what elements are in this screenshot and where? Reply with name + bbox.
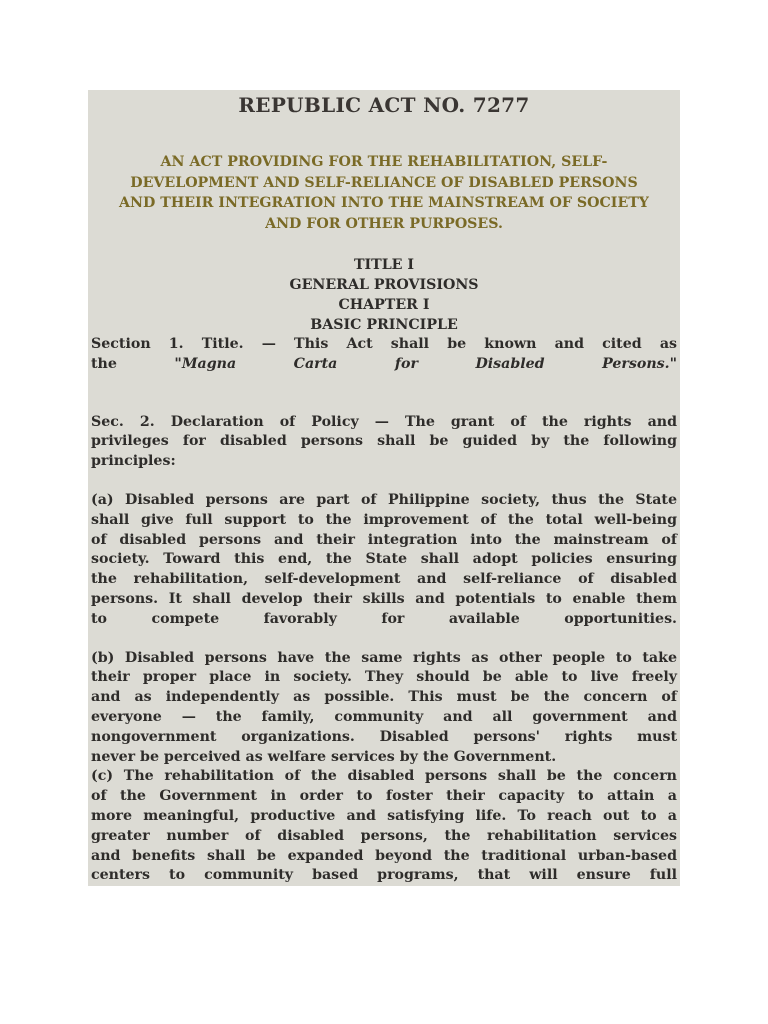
page-title: REPUBLIC ACT NO. 7277: [238, 93, 530, 117]
section-1-line: Section 1. Title. — This Act shall be known and cited as: [91, 336, 677, 352]
paragraph-c: [91, 767, 677, 886]
paragraph-c-line: greater number of disabled persons, the rehabilitation services: [91, 827, 677, 844]
paragraph-c-line: centers to community based programs, that will ensure full: [91, 867, 677, 884]
paragraph-b-line: (b) Disabled persons have the same rights as other people to take: [91, 649, 677, 666]
section-2-line: Sec. 2. Declaration of Policy — The grant of the rights and: [91, 413, 677, 430]
heading-title: TITLE I: [353, 257, 415, 273]
section-1-prefix: the: [91, 355, 175, 372]
paragraph-a: [91, 491, 677, 630]
paragraph-b-line: their proper place in society. They should be able to live freely: [91, 669, 677, 686]
paragraph-a-line: (a) Disabled persons are part of Philippine society, thus the State: [91, 491, 677, 508]
paragraph-b: [91, 649, 677, 768]
section-1-line: [91, 355, 677, 375]
section-2-line: privileges for disabled persons shall be guided by the following: [91, 433, 677, 450]
section-1: [91, 335, 677, 375]
paragraph-b-line: everyone — the family, community and all government and: [91, 708, 677, 725]
section-headings: [91, 255, 677, 335]
document-page: [88, 90, 680, 886]
paragraph-a-line: the rehabilitation, self-development and self-reliance of disabled: [91, 571, 677, 588]
paragraph-b-line: and as independently as possible. This must be the concern of: [91, 689, 677, 706]
subtitle-line: AND FOR OTHER PURPOSES.: [265, 215, 503, 232]
paragraph-a-line: persons. It shall develop their skills and potentials to enable them: [91, 590, 677, 607]
paragraph-b-line: never be perceived as welfare services by the Government.: [91, 748, 557, 765]
paragraph-a-line: society. Toward this end, the State shall adopt policies ensuring: [91, 551, 677, 568]
subtitle-line: DEVELOPMENT AND SELF-RELIANCE OF DISABLED PERSONS: [130, 174, 638, 191]
paragraph-c-line: (c) The rehabilitation of the disabled persons shall be the concern: [91, 768, 677, 785]
section-2-line: principles:: [91, 453, 176, 470]
short-title: "Magna Carta for Disabled Persons.": [174, 355, 677, 372]
paragraph-c-line: of the Government in order to foster their capacity to attain a: [91, 788, 677, 805]
heading-chapter: CHAPTER I: [338, 297, 430, 313]
paragraph-c-line: and benefits shall be expanded beyond the traditional urban-based: [91, 847, 677, 864]
paragraph-a-line: shall give full support to the improvement of the total well-being: [91, 511, 677, 528]
act-subtitle: [91, 152, 677, 234]
heading-basic-principle: BASIC PRINCIPLE: [310, 317, 458, 333]
section-2: [91, 413, 677, 472]
subtitle-line: AN ACT PROVIDING FOR THE REHABILITATION, SELF-: [160, 154, 608, 170]
subtitle-line: AND THEIR INTEGRATION INTO THE MAINSTREAM OF SOCIETY: [119, 195, 649, 211]
heading-general-provisions: GENERAL PROVISIONS: [289, 277, 479, 293]
paragraph-b-line: nongovernment organizations. Disabled persons' rights must: [91, 728, 677, 745]
paragraph-a-line: to compete favorably for available opportunities.: [91, 610, 677, 627]
paragraph-a-line: of disabled persons and their integration into the mainstream of: [91, 531, 677, 548]
paragraph-c-line: more meaningful, productive and satisfying life. To reach out to a: [91, 807, 677, 824]
